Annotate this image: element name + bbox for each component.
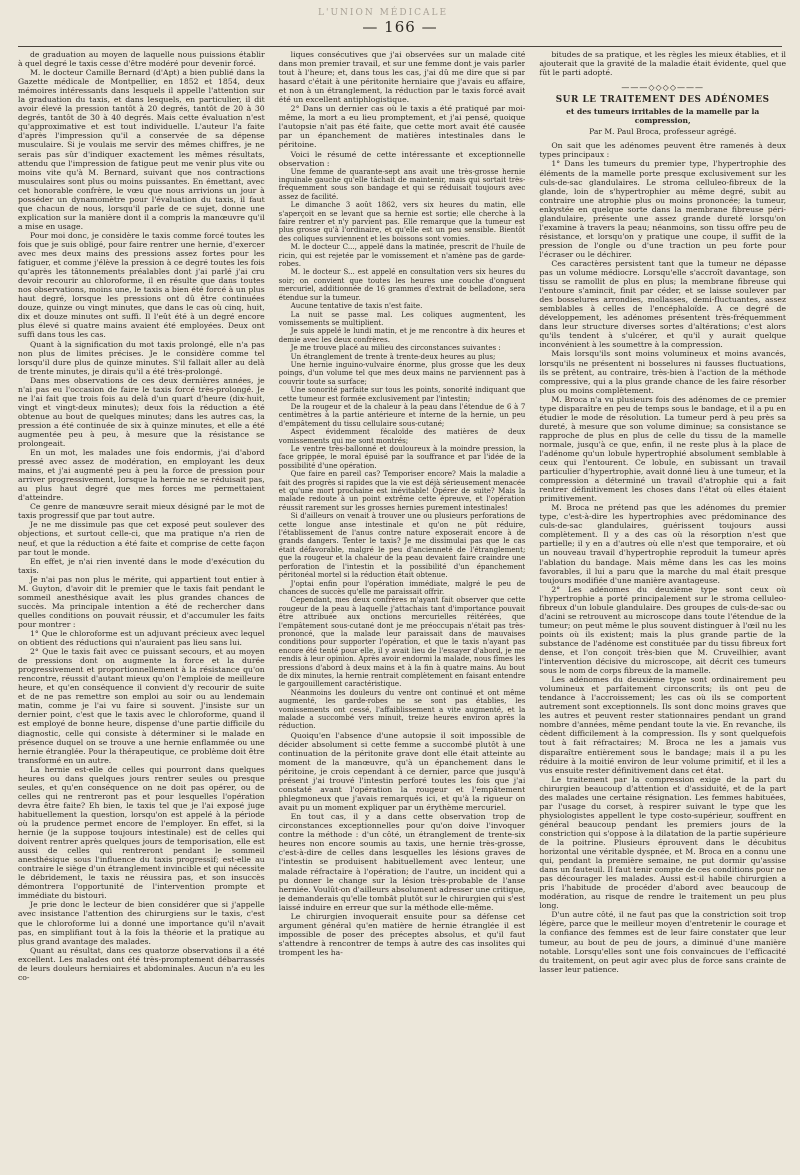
paragraph: Le chirurgien invoquerait ensuite pour sa défense cet argument général qu'en matière de hernie étranglée il est impossible de poser des préceptes absolus, et qu'il faut s'attendre à rencontrer de temps à autre des cas insolites qui trompent les ha- xyxy=(278,911,526,957)
paragraph: J'optai enfin pour l'opération immédiate, malgré le peu de chances de succès qu'elle me paraissait offrir. xyxy=(278,578,526,596)
paragraph: Une femme de quarante-sept ans avait une très-grosse hernie inguinale gauche qu'elle tâchait de maintenir, mais qui sortait très-fréquemment sous son bandage et qui se réduisait toujours avec assez de facilité. xyxy=(278,166,526,201)
paragraph: bitudes de sa pratique, et les règles les mieux établies, et il ajouterait que la gravité de la maladie était évidente, quel que fût le parti adopté. xyxy=(539,50,787,78)
paragraph: Aucune tentative de taxis n'est faite. xyxy=(290,301,423,311)
paragraph: liques consécutives que j'ai observées sur un malade cité dans mon premier travail, et sur une femme dont je vais parler tout à l'heure; et, dans tous les cas, j'ai dû me dire que si par hasard c'était à une péritonite herniaire que j'avais eu affaire, et non à un étranglement, la réduction par le taxis forcé avait été un excellent antiphlogistique. xyxy=(278,50,526,105)
paragraph: Je suis appelé le lundi matin, et je me rencontre à dix heures et demie avec les deux confrères. xyxy=(278,326,526,344)
paragraph: Les adénomes du deuxième type sont ordinairement peu volumineux et parfaitement circonscrits; ils ont peu de tendance à l'accroissement; les cas où ils se comportent autrement sont exceptionnels. Ils sont donc moins graves que les autres et peuvent rester stationnaires pendant un grand nombre d'années, même pendant toute la vie. En revanche, ils cèdent difficilement à la compression. Ils y sont quelquefois tout à fait réfractaires; M. Broca ne les a jamais vus disparaître entièrement sous le bandage; mais il a pu les réduire à la moitié environ de leur volume primitif, et il les a vus ensuite rester définitivement dans cet état. xyxy=(539,675,787,775)
paragraph: 1° Que le chloroforme est un adjuvant précieux avec lequel on obtient des réductions qui n'auraient pas lieu sans lui. xyxy=(18,629,265,648)
paragraph: Pour moi donc, je considère le taxis comme forcé toutes les fois que je suis obligé, pour faire rentrer une hernie, d'exercer avec mes deux mains des pressions assez fortes pour les fatiguer, et comme j'élève la pression à ce degré toutes les fois qu'après les tâtonnements préalables dont j'ai parlé j'ai cru devoir recourir au chloroforme, il en résulte que dans toutes nos observations, moins une, le taxis a bien été forcé à un plus haut degré, lorsque les pressions ont dû être continuées douze, quinze ou vingt minutes, que dans le cas où cinq, huit, dix et douze minutes ont suffi. Il l'eût été à un degré encore plus élevé si quatre mains avaient été employées. Deux ont suffi dans tous les cas. xyxy=(18,230,265,340)
right-column xyxy=(539,50,786,1165)
paragraph: Si d'ailleurs on venait à trouver une ou plusieurs perforations de cette longue anse intestinale et qu'on ne pût réduire, l'établissement de l'anus contre nature exposerait encore à de grands dangers. Tenter le taxis? Je me dissimulai pas que le cas était défavorable, malgré le peu d'ancienneté de l'étranglement; que la rougeur et la chaleur de la peau devaient faire craindre une perforation de l'intestin et la possibilité d'un épanchement péritonéal mortel si la réduction était obtenue. xyxy=(278,511,526,580)
text-columns xyxy=(18,50,786,1165)
paragraph: En tout cas, il y a dans cette observation trop de circonstances exceptionnelles pour qu'on doive l'invoquer contre la méthode : d'un côté, un étranglement de trente-six heures non encore soumis au taxis, une hernie très-grosse, c'est-à-dire de celles dans lesquelles les lésions graves de l'intestin se produisent habituellement avec lenteur, une malade réfractaire à l'opération; de l'autre, un incident qui a pu donner le change sur la lésion très-probable de l'anse herniée. Voulût-on d'ailleurs absolument adresser une critique, je demanderais qu'elle tombât plutôt sur le chirurgien qui s'est laissé induire en erreur que sur la méthode elle-même. xyxy=(278,812,526,912)
paragraph: Dans mes observations de ces deux dernières années, je n'ai pas eu l'occasion de faire le taxis forcé très-prolongé. Je ne l'ai fait que trois fois au delà d'un quart d'heure (dix-huit, vingt et vingt-deux minutes); deux fois la réduction a été obtenue au bout de quelques minutes; dans les autres cas, la pression a été continuée de six à quinze minutes, et elle a été augmentée peu à peu, à mesure que la résistance se prolongeait. xyxy=(18,375,265,449)
paragraph: Quant à la signification du mot taxis prolongé, elle n'a pas non plus de limites précises. Je le considère comme tel lorsqu'il dure plus de quinze minutes. S'il fallait aller au delà de trente minutes, je dirais qu'il a été très-prolongé. xyxy=(18,339,265,376)
paragraph: M. le docteur Camille Bernard (d'Apt) a bien publié dans la Gazette médicale de Montpellier, en 1852 et 1854, deux mémoires intéressants dans lesquels il appelle l'attention sur la graduation du taxis, et dans lesquels, en particulier, il dit avoir élevé la pression tantôt à 20 degrés, tantôt de 20 à 30 degrés, tantôt de 30 à 40 degrés. Mais cette évaluation n'est qu'approximative et est tout individuelle. L'auteur l'a faite d'après l'impression qu'il a conservée de sa dépense musculaire. Si je voulais me servir des mêmes chiffres, je ne serais pas sûr d'indiquer exactement les mêmes résultats, attendu que l'impression de fatigue peut me venir plus vite ou moins vite qu'à M. Bernard, suivant que nos contractions musculaires sont plus ou moins puissantes. En émettant, avec cet honorable confrère, le vœu que nous arrivions un jour à posséder un dynamomètre pour l'évaluation du taxis, il faut que chacun de nous, lorsqu'il parle de ce sujet, donne une explication sur la manière dont il a compris la manœuvre qu'il a mise en usage. xyxy=(18,68,265,231)
paragraph: En effet, je n'ai rien inventé dans le mode d'exécution du taxis. xyxy=(18,556,265,575)
paragraph: Le ventre très-ballonné et douloureux à la moindre pression, la face grippée, le moral épuisé par la souffrance et par l'idée de la possibilité d'une opération. xyxy=(278,444,526,470)
article-author: Par M. Paul Broca, professeur agrégé. xyxy=(589,127,737,137)
paragraph: M. le docteur S... est appelé en consultation vers six heures du soir; on convient que toutes les heures une couche d'onguent mercuriel, additionnée de 16 grammes d'extrait de belladone, sera étendue sur la tumeur. xyxy=(278,267,526,302)
paragraph: Voici le résumé de cette intéressante et exceptionnelle observation : xyxy=(278,149,526,168)
paragraph: D'un autre côté, il ne faut pas que la constriction soit trop légère, parce que le meilleur moyen d'entretenir le courage et la confiance des femmes est de leur faire constater que leur tumeur, au bout de peu de jours, a diminué d'une manière notable. Lorsqu'elles sont une fois convaincues de l'efficacité du traitement, on peut agir avec plus de force sans crainte de lasser leur patience. xyxy=(539,910,787,974)
paragraph: La hernie est-elle de celles qui pourront dans quelques heures ou dans quelques jours rentrer seules ou presque seules, et qu'en conséquence on ne doit pas opérer, ou de celles qui ne rentreront pas et pour lesquelles l'opération devra être faite? Eh bien, le taxis tel que je l'ai exposé juge habituellement la question, lorsqu'on est appelé à la période où la prudence permet encore de l'employer. En effet, si la hernie (je la suppose toujours intestinale) est de celles qui doivent rentrer après quelques jours de temporisation, elle est aussi de celles qui rentreront pendant le sommeil anesthésique sous l'influence du taxis progressif; est-elle au contraire le siège d'un étranglement invincible et qui nécessite le débridement, le taxis ne réussira pas, et son insuccès démontrera l'opportunité de l'intervention prompte et immédiate du bistouri. xyxy=(18,764,265,901)
paragraph: Cependant, mes deux confrères m'ayant fait observer que cette rougeur de la peau à laquelle j'attachais tant d'importance pouvait être attribuée aux onctions mercurielles réitérées, que l'empâtement sous-cutané dont je me préoccupais n'était pas très-prononcé, que la malade leur paraissait dans de mauvaises conditions pour supporter l'opération, et que le taxis n'ayant pas encore été tenté pour elle, il y avait lieu de l'essayer d'abord, je me rendis à leur opinion. Après avoir endormi la malade, nous fîmes les pressions d'abord à deux mains et à la fin à quatre mains. Au bout de dix minutes, la hernie rentrait complètement en faisant entendre le gargouillement caractéristique. xyxy=(278,595,526,689)
paragraph: Le dimanche 3 août 1862, vers six heures du matin, elle s'aperçoit en se levant que sa hernie est sortie; elle cherche à la faire rentrer et n'y parvient pas. Elle remarque que la tumeur est plus grosse qu'à l'ordinaire, et qu'elle est un peu sensible. Bientôt des coliques surviennent et les boissons sont vomies. xyxy=(278,200,526,243)
paragraph: Le traitement par la compression exige de la part du chirurgien beaucoup d'attention et d'assiduité, et de la part des malades une certaine résignation. Les femmes habituées, par l'usage du corset, à respirer suivant le type que les physiologistes appellent le type costo-supérieur, souffrent en général beaucoup pendant les premiers jours de la constriction qui s'oppose à la dilatation de la partie supérieure de la poitrine. Plusieurs éprouvent dans le décubitus horizontal une véritable dyspnée, et M. Broca en a connu une qui, pendant la première semaine, ne put dormir qu'assise dans un fauteuil. Il faut tenir compte de ces conditions pour ne pas décourager les malades. Aussi est-il habile chirurgien a pris l'habitude de procéder d'abord avec beaucoup de modération, au risque de rendre le traitement un peu plus long. xyxy=(539,774,787,911)
paragraph: La nuit se passe mal. Les coliques augmentent, les vomissements se multiplient. xyxy=(278,309,526,327)
paragraph: de graduation au moyen de laquelle nous puissions établir à quel degré le taxis cesse d'être modéré pour devenir forcé. xyxy=(18,50,265,69)
paragraph: Je ne me dissimule pas que cet exposé peut soulever des objections, et surtout celle-ci, que ma pratique n'a rien de neuf, et que la réduction a été faite et comprise de cette façon par tout le monde. xyxy=(18,520,265,557)
paragraph: M. Broca ne prétend pas que les adénomes du premier type, c'est-à-dire les hypertrophies avec prédominance des culs-de-sac glandulaires, guérissent toujours aussi complètement. Il y a des cas où la résorption n'est que partielle; il y en a d'autres où elle n'est que temporaire, et où un nouveau travail d'hypertrophie reproduit la tumeur après l'ablation du bandage. Mais même dans les cas les moins favorables, il lui a paru que la marche du mal était presque toujours modifiée d'une manière avantageuse. xyxy=(539,503,787,585)
paragraph: 2° Dans un dernier cas où le taxis a été pratiqué par moi-même, la mort a eu lieu promptement, et j'ai pensé, quoique l'autopsie n'ait pas été faite, que cette mort avait été causée par un épanchement de matières intestinales dans le péritoine. xyxy=(278,104,526,150)
paragraph: En un mot, les malades une fois endormis, j'ai d'abord pressé avec assez de modération, en employant les deux mains, et j'ai augmenté peu à peu la force de pression pour arriver progressivement, lorsque la hernie ne se réduisait pas, au plus haut degré que mes forces me permettaient d'atteindre. xyxy=(18,448,265,503)
article-subtitle: et des tumeurs irritables de la mamelle par la compression, xyxy=(566,107,760,126)
paragraph: Ces caractères persistent tant que la tumeur ne dépasse pas un volume médiocre. Lorsqu'elle s'accroît davantage, son tissu se ramollit de plus en plus; la membrane fibreuse qui l'entoure s'amincit, finit par céder, et se laisse soulever par des bosselures arrondies, mollasses, demi-fluctuantes, assez semblables à celles de l'encéphaloïde. A ce degré de développement, les adénomes présentent très-fréquemment dans leur structure diverses sortes d'altérations; c'est alors qu'ils tendent à s'ulcérer, et qu'il y aurait quelque inconvénient à les soumettre à la compression. xyxy=(539,258,787,350)
paragraph: De la rougeur et de la chaleur à la peau dans l'étendue de 6 à 7 centimètres à la partie antérieure et interne de la hernie, un peu d'empâtement du tissu cellulaire sous-cutané; xyxy=(278,401,526,428)
paragraph: Une sonorité parfaite sur tous les points, sonorité indiquant que cette tumeur est formée exclusivement par l'intestin; xyxy=(278,385,526,403)
paragraph: Mais lorsqu'ils sont moins volumineux et moins avancés, lorsqu'ils ne présentent ni bosselures ni fausses fluctuations, ils se prêtent, au contraire, très-bien à l'action de la méthode compressive, qui a la plus grande chance de les faire résorber plus ou moins complètement. xyxy=(539,349,787,395)
paragraph: Je prie donc le lecteur de bien considérer que si j'appelle avec insistance l'attention des chirurgiens sur le taxis, c'est que le chloroforme lui a donné une importance qu'il n'avait pas, en simplifiant tout à la fois la théorie et la pratique au plus grand avantage des malades. xyxy=(18,900,265,946)
paragraph: Néanmoins les douleurs du ventre ont continué et ont même augmenté, les garde-robes ne se sont pas établies, les vomissements ont cessé, l'affaiblissement a vite augmenté, et la malade a succombé vers minuit, treize heures environ après la réduction. xyxy=(278,687,526,731)
page-header xyxy=(18,8,782,47)
paragraph: M. Broca n'a vu plusieurs fois des adénomes de ce premier type disparaître en peu de temps sous le bandage, et il a pu en étudier le mode de résolution. La tumeur perd à peu près sa dureté, à mesure que son volume diminue; sa consistance se rapproche de plus en plus de celle du tissu de la mamelle normale, jusqu'à ce que, enfin, il ne reste plus à la place de l'adénome qu'un lobule hypertrophié absolument semblable à ceux qui l'entourent. Ce lobule, en subissant un travail particulier d'hypertrophie, avait donné lieu à une tumeur, et la compression a déterminé un travail d'atrophie qui a fait rentrer définitivement les choses dans l'état où elles étaient primitivement. xyxy=(539,394,787,504)
paragraph: Une hernie inguino-vulvaire énorme, plus grosse que les deux poings, d'un volume tel que mes deux mains ne parviennent pas à couvrir toute sa surface; xyxy=(278,359,526,386)
paragraph: Aspect évidemment fécaloïde des matières de deux vomissements qui me sont montrés; xyxy=(278,427,526,445)
paragraph: Je n'ai pas non plus le mérite, qui appartient tout entier à M. Guyton, d'avoir dit le premier que le taxis fait pendant le sommeil anesthésique avait les plus grandes chances de succès. Ma principale intention a été de rechercher dans quelles conditions on pouvait réussir, et d'accumuler les faits pour montrer : xyxy=(18,574,265,629)
paragraph: 2° Les adénomes du deuxième type sont ceux où l'hypertrophie a porté principalement sur le stroma celluleo-fibreux d'un lobule glandulaire. Des groupes de culs-de-sac ou d'acini se retrouvent au microscope dans toute l'étendue de la tumeur; on peut même le plus souvent distinguer à l'œil nu les points où ils existent; mais la plus grande partie de la substance de l'adénome est constituée par du tissu fibreux fort dense, et l'on conçoit très-bien que M. Cruveilhier, avant l'intervention décisive du microscope, ait décrit ces tumeurs sous le nom de corps fibreux de la mamelle. xyxy=(539,584,787,676)
section-ornament: ———◇◇◇◇——— xyxy=(621,83,704,93)
article-title: SUR LE TRAITEMENT DES ADÉNOMES xyxy=(555,95,770,106)
paragraph: Que faire en pareil cas? Temporiser encore? Mais la maladie a fait des progrès si rapides que la vie est déjà sérieusement menacée et qu'une mort prochaine est inévitable! Opérer de suite? Mais la malade redoute à un point extrême cette épreuve, et l'opération réussit rarement sur les grosses hernies purement intestinales! xyxy=(278,469,526,512)
page-number: — 166 — xyxy=(362,18,438,36)
paragraph: Ce genre de manœuvre serait mieux désigné par le mot de taxis progressif que par tout autre. xyxy=(18,502,265,521)
paragraph: On sait que les adénomes peuvent être ramenés à deux types principaux : xyxy=(539,141,787,160)
left-column xyxy=(18,50,265,1165)
paragraph: Quant au résultat, dans ces quatorze observations il a été excellent. Les malades ont été très-promptement débarrassés de leurs douleurs herniaires et abdominales. Aucun n'a eu les co- xyxy=(18,945,265,982)
faint-running-header: L'UNION MÉDICALE xyxy=(318,8,449,18)
paragraph: 1° Dans les tumeurs du premier type, l'hypertrophie des éléments de la mamelle porte presque exclusivement sur les culs-de-sac glandulaires. Le stroma celluleo-fibreux de la glande, loin de s'hypertrophier au même degré, subit au contraire une atrophie plus ou moins prononcée; la tumeur, enkystée en quelque sorte dans la membrane fibreuse péri-glandulaire, présente une assez grande dureté lorsqu'on l'examine à travers la peau; néanmoins, son tissu offre peu de résistance, et lorsqu'on y pratique une coupe, il suffit de la pression de l'ongle ou d'une traction un peu forte pour l'écraser ou le déchirer. xyxy=(539,159,787,259)
paragraph: Quoiqu'en l'absence d'une autopsie il soit impossible de décider absolument si cette femme a succombé plutôt à une continuation de la péritonite grave dont elle était atteinte au moment de la manœuvre, qu'à un épanchement dans le péritoine, je crois cependant à ce dernier, parce que jusqu'à présent j'ai trouvé l'intestin perforé toutes les fois que j'ai constaté avant l'opération la rougeur et l'empâtement phlegmoneux que j'avais remarqués ici, et qu'à la rigueur on avait pu un moment expliquer par un érythème mercuriel. xyxy=(278,730,526,813)
middle-column xyxy=(279,50,526,1165)
paragraph: Je me trouve placé au milieu des circonstances suivantes : xyxy=(290,343,501,353)
paragraph: M. le docteur C..., appelé dans la matinée, prescrit de l'huile de ricin, qui est rejetée par le vomissement et n'amène pas de garde-robes. xyxy=(278,242,526,269)
paragraph: Un étranglement de trente à trente-deux heures au plus; xyxy=(290,351,496,361)
paragraph: 2° Que le taxis fait avec ce puissant secours, et au moyen de pressions dont on augmente la force et la durée progressivement et proportionnellement à la résistance qu'on rencontre, réussit d'autant mieux qu'on l'emploie de meilleure heure, et qu'en conséquence il convient d'y recourir de suite et de ne pas remettre son emploi au soir ou au lendemain matin, comme je l'ai vu faire si souvent. J'insiste sur un dernier point, c'est que le taxis avec le chloroforme, quand il est employé de bonne heure, dispense d'une partie difficile du diagnostic, celle qui consiste à déterminer si le malade en présence duquel on se trouve a une hernie enflammée ou une hernie étranglée. Pour la thérapeutique, ce problème doit être transformé en un autre. xyxy=(18,647,265,765)
